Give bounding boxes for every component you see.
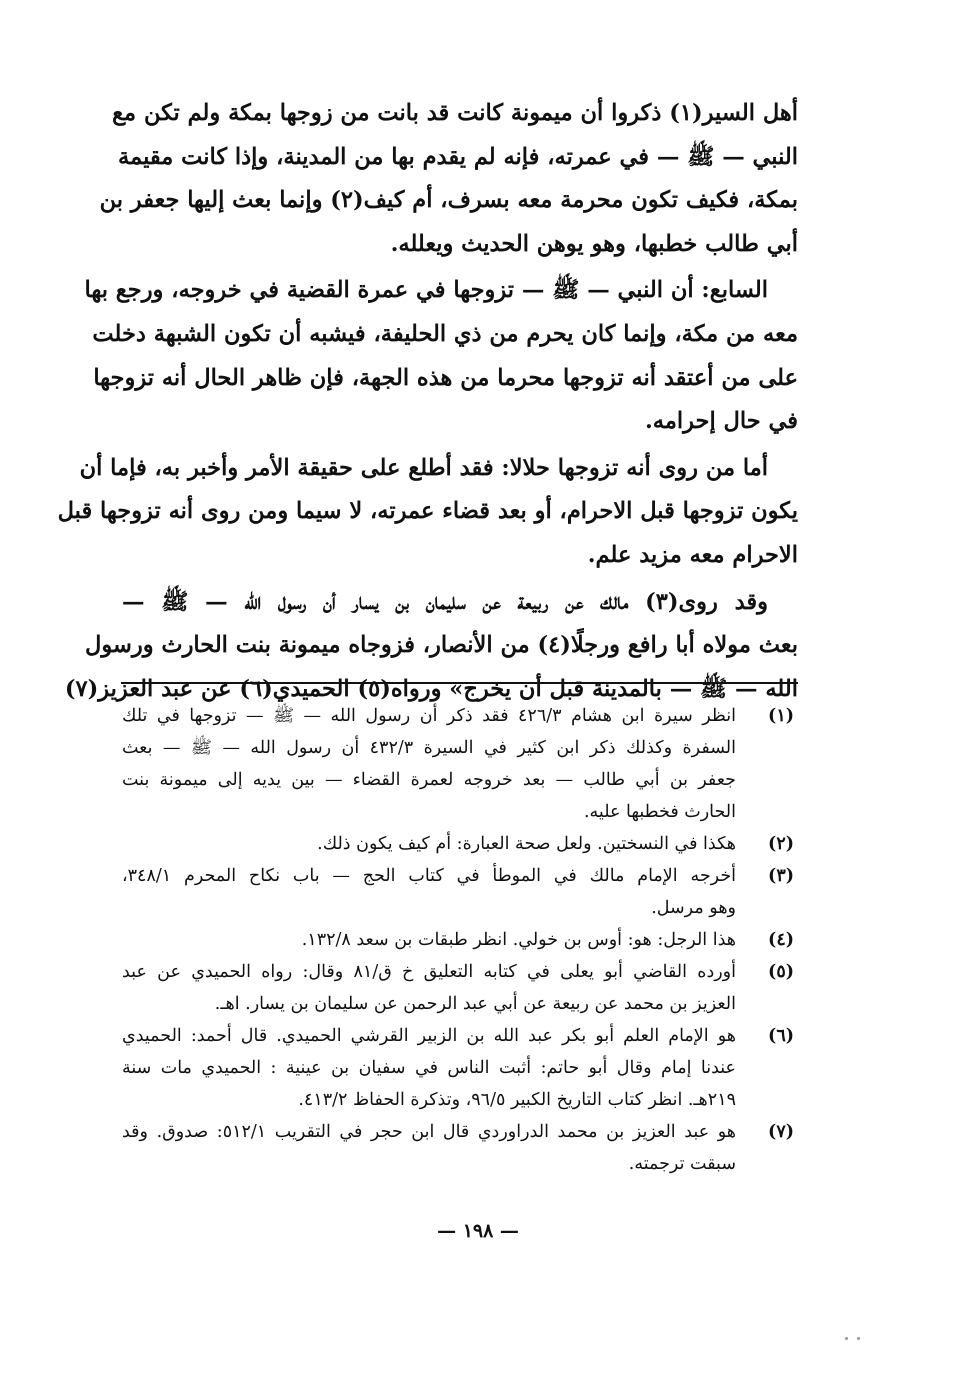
- footnote-number: (٥): [768, 962, 794, 982]
- text-line: السابع: أن النبي — ﷺ — تزوجها في عمرة القضية في خروجه، ورجع بها: [84, 277, 768, 304]
- text-line: أبي طالب خطبها، وهو يوهن الحديث ويعلله.: [390, 230, 798, 257]
- footnote-number: (٢): [768, 834, 794, 854]
- footnote-line: السفرة وكذلك ذكر ابن كثير في السيرة ٤٣٢/٣ أن رسول الله — ﷺ — بعث: [122, 738, 736, 758]
- text-line: بعث مولاه أبا رافع ورجلًا(٤) من الأنصار، فزوجاه ميمونة بنت الحارث ورسول: [85, 632, 798, 659]
- footnote-line: أخرجه الإمام مالك في الموطأ في كتاب الحج — باب نكاح المحرم ٣٤٨/١،: [122, 866, 736, 886]
- text-line: أما من روى أنه تزوجها حلالا: فقد أطلع على حقيقة الأمر وأخبر به، فإما أن: [79, 454, 768, 481]
- footnote-6: [122, 1020, 798, 1116]
- text-line: النبي — ﷺ — في عمرته، فإنه لم يقدم بها من المدينة، وإذا كانت مقيمة: [118, 143, 798, 170]
- text-line: الاحرام معه مزيد علم.: [587, 541, 798, 568]
- footnote-line: وهو مرسل.: [651, 898, 736, 918]
- scan-speck: [857, 1337, 860, 1340]
- footnote-number: (٧): [768, 1122, 794, 1142]
- text-line: الله — ﷺ — بالمدينة قبل أن يخرج» ورواه(٥) الحميدي(٦) عن عبد العزيز(٧): [64, 675, 798, 702]
- footnote-line: هكذا في النسختين. ولعل صحة العبارة: أم كيف يكون ذلك.: [317, 834, 736, 854]
- page-number: — ١٩٨ —: [437, 1220, 519, 1242]
- footnote-5: [122, 956, 798, 1020]
- footnote-3: [122, 860, 798, 924]
- scan-speck: [845, 1337, 848, 1340]
- footnotes: [122, 700, 798, 1180]
- footnote-line: سبقت ترجمته.: [628, 1154, 736, 1174]
- footnote-7: [122, 1116, 798, 1180]
- footnote-number: (٣): [768, 866, 794, 886]
- footnote-number: (٦): [768, 1026, 794, 1046]
- footnote-line: هو عبد العزيز بن محمد الدراوردي قال ابن حجر في التقريب ٥١٢/١: صدوق. وقد: [122, 1122, 736, 1142]
- footnote-2: [122, 828, 798, 860]
- text-line: في حال إحرامه.: [644, 408, 798, 435]
- footnote-number: (١): [768, 706, 794, 726]
- text-line: يكون تزوجها قبل الاحرام، أو بعد قضاء عمرته، لا سيما ومن روى أنه تزوجها قبل: [57, 498, 798, 525]
- footnote-line: انظر سيرة ابن هشام ٤٢٦/٣ فقد ذكر أن رسول الله — ﷺ — تزوجها في تلك: [122, 706, 736, 726]
- footnote-line: أورده القاضي أبو يعلى في كتابه التعليق خ ق/٨١ وقال: رواه الحميدي عن عبد: [122, 962, 736, 982]
- footnote-line: الحارث فخطبها عليه.: [583, 802, 736, 822]
- footnote-separator: [121, 682, 798, 684]
- footnote-4: [122, 924, 798, 956]
- text-line: أهل السير(١) ذكروا أن ميمونة كانت قد بانت من زوجها بمكة ولم تكن مع: [112, 100, 798, 126]
- text-line: على من أعتقد أنه تزوجها محرما من هذه الجهة، فإن ظاهر الحال أنه تزوجها: [93, 364, 798, 391]
- footnote-line: العزيز بن محمد عن ربيعة عن أبي عبد الرحمن عن سليمان بن يسار. اهـ.: [214, 994, 736, 1014]
- text-line: وقد روى(٣) مالك عن ربيعة عن سليمان بن يسار أن رسول الله — ﷺ —: [122, 588, 768, 615]
- footnote-line: هو الإمام العلم أبو بكر عبد الله بن الزبير القرشي الحميدي. قال أحمد: الحميدي: [122, 1026, 736, 1046]
- main-text: [57, 92, 798, 711]
- footnote-1: [122, 700, 798, 828]
- footnote-number: (٤): [768, 930, 794, 950]
- footnote-line: جعفر بن أبي طالب — بعد خروجه لعمرة القضاء — بين يديه إلى ميمونة بنت: [122, 770, 736, 790]
- text-line: معه من مكة، وإنما كان يحرم من ذي الحليفة، فيشبه أن تكون الشبهة دخلت: [92, 320, 798, 347]
- text-line: بمكة، فكيف تكون محرمة معه بسرف، أم كيف(٢) وإنما بعث إليها جعفر بن: [99, 187, 798, 214]
- footnote-line: عندنا إمام وقال أبو حاتم: أثبت الناس في سفيان بن عينية : الحميدي مات سنة: [122, 1058, 736, 1078]
- footnote-line: هذا الرجل: هو: أوس بن خولي. انظر طبقات بن سعد ١٣٢/٨.: [301, 930, 736, 950]
- footnote-line: ٢١٩هـ. انظر كتاب التاريخ الكبير ٩٦/٥، وتذكرة الحفاظ ٤١٣/٢.: [298, 1090, 736, 1110]
